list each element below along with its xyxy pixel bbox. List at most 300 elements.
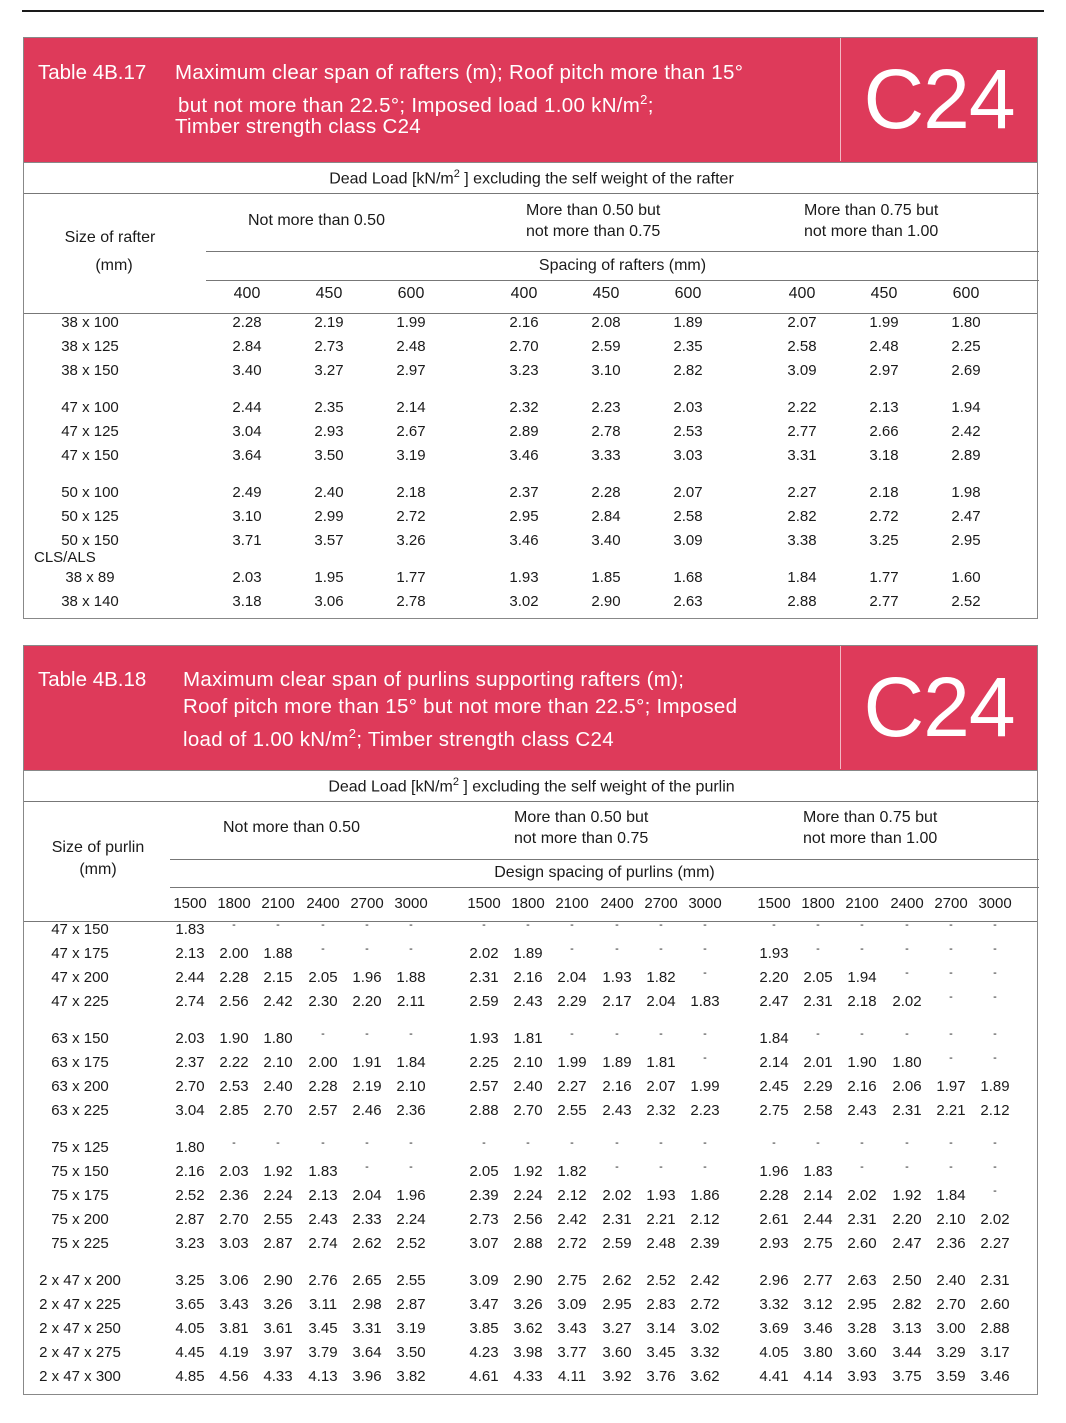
table-row <box>24 1209 1037 1233</box>
purlin-size: 75 x 225 <box>51 1235 109 1252</box>
span-value: 1.81 <box>646 1054 676 1071</box>
span-value: 2.43 <box>602 1102 632 1119</box>
span-value: 2.18 <box>869 484 899 501</box>
span-value: 4.61 <box>469 1368 499 1385</box>
span-value: 2.87 <box>396 1296 426 1313</box>
span-value: 3.18 <box>869 447 899 464</box>
span-value: 2.70 <box>509 338 539 355</box>
span-value: 2.72 <box>557 1235 587 1252</box>
purlin-size: 63 x 175 <box>51 1054 109 1071</box>
span-value: 2.14 <box>396 399 426 416</box>
span-value: 2.31 <box>980 1272 1010 1289</box>
span-value: 2.03 <box>219 1163 249 1180</box>
not-applicable-dash: - <box>482 1137 486 1149</box>
span-value: 3.75 <box>892 1368 922 1385</box>
span-value: 4.45 <box>175 1344 205 1361</box>
group-label-2a: More than 0.50 but <box>526 202 661 219</box>
span-value: 2.87 <box>175 1211 205 1228</box>
spacing-header: 1800 <box>801 895 835 912</box>
span-value: 2.88 <box>469 1102 499 1119</box>
not-applicable-dash: - <box>703 967 707 979</box>
span-value: 2.73 <box>314 338 344 355</box>
span-value: 2.04 <box>557 969 587 986</box>
spacing-header: 2100 <box>261 895 295 912</box>
not-applicable-dash: - <box>905 967 909 979</box>
purlin-size: 75 x 175 <box>51 1187 109 1204</box>
span-value: 2.52 <box>951 593 981 610</box>
not-applicable-dash: - <box>993 1185 997 1197</box>
table-banner <box>24 646 1037 771</box>
span-value: 2.84 <box>232 338 262 355</box>
span-value: 1.99 <box>869 314 899 331</box>
span-value: 2.35 <box>314 399 344 416</box>
span-value: 3.62 <box>690 1368 720 1385</box>
not-applicable-dash: - <box>409 919 413 931</box>
span-value: 2.99 <box>314 508 344 525</box>
purlin-size: 47 x 225 <box>51 993 109 1010</box>
purlin-size: 75 x 125 <box>51 1139 109 1156</box>
span-value: 2.43 <box>847 1102 877 1119</box>
span-value: 2.28 <box>232 314 262 331</box>
span-value: 1.90 <box>219 1030 249 1047</box>
span-value: 2.44 <box>232 399 262 416</box>
table-title-line-1: Maximum clear span of purlins supporting rafters (m); <box>183 668 685 691</box>
not-applicable-dash: - <box>703 943 707 955</box>
span-value: 3.60 <box>602 1344 632 1361</box>
span-value: 3.80 <box>803 1344 833 1361</box>
spacing-header: 2100 <box>555 895 589 912</box>
span-value: 2.90 <box>591 593 621 610</box>
rafter-size: 47 x 125 <box>61 423 119 440</box>
span-value: 2.49 <box>232 484 262 501</box>
span-value: 1.84 <box>396 1054 426 1071</box>
span-value: 2.06 <box>892 1078 922 1095</box>
span-value: 2.31 <box>892 1102 922 1119</box>
span-value: 3.79 <box>308 1344 338 1361</box>
spacing-header: 1800 <box>217 895 251 912</box>
not-applicable-dash: - <box>949 1028 953 1040</box>
span-value: 3.77 <box>557 1344 587 1361</box>
table-header <box>24 771 1037 922</box>
span-value: 3.97 <box>263 1344 293 1361</box>
group-label-3b: not more than 1.00 <box>804 223 939 240</box>
span-value: 2.72 <box>396 508 426 525</box>
not-applicable-dash: - <box>993 991 997 1003</box>
rafter-size: 38 x 89 <box>65 569 115 586</box>
span-value: 2.75 <box>557 1272 587 1289</box>
span-value: 2.59 <box>469 993 499 1010</box>
table-row <box>24 1233 1037 1257</box>
not-applicable-dash: - <box>232 919 236 931</box>
not-applicable-dash: - <box>905 919 909 931</box>
span-value: 3.10 <box>591 362 621 379</box>
not-applicable-dash: - <box>659 943 663 955</box>
span-value: 3.26 <box>396 532 426 549</box>
table-row <box>24 1137 1037 1161</box>
span-value: 2.18 <box>396 484 426 501</box>
not-applicable-dash: - <box>860 943 864 955</box>
not-applicable-dash: - <box>409 1137 413 1149</box>
span-value: 3.46 <box>980 1368 1010 1385</box>
span-value: 3.25 <box>869 532 899 549</box>
span-value: 3.19 <box>396 1320 426 1337</box>
table-row <box>24 1185 1037 1209</box>
span-value: 2.28 <box>591 484 621 501</box>
group-label-2b: not more than 0.75 <box>526 223 661 240</box>
span-value: 2.11 <box>396 993 426 1010</box>
span-value: 2.16 <box>175 1163 205 1180</box>
span-value: 2.28 <box>759 1187 789 1204</box>
size-unit-label: (mm) <box>95 257 133 274</box>
span-value: 2.23 <box>690 1102 720 1119</box>
span-value: 2.53 <box>673 423 703 440</box>
span-value: 2.13 <box>869 399 899 416</box>
not-applicable-dash: - <box>365 1137 369 1149</box>
span-value: 3.65 <box>175 1296 205 1313</box>
table-row <box>24 1161 1037 1185</box>
span-value: 1.85 <box>591 569 621 586</box>
span-value: 4.33 <box>263 1368 293 1385</box>
spacing-header: 450 <box>315 285 343 302</box>
span-value: 2.02 <box>892 993 922 1010</box>
spacing-header: 1500 <box>757 895 791 912</box>
not-applicable-dash: - <box>993 967 997 979</box>
span-value: 2.53 <box>219 1078 249 1095</box>
span-value: 2.59 <box>602 1235 632 1252</box>
span-value: 4.85 <box>175 1368 205 1385</box>
span-value: 2.25 <box>469 1054 499 1071</box>
span-value: 2.82 <box>787 508 817 525</box>
span-value: 3.06 <box>219 1272 249 1289</box>
span-value: 2.31 <box>803 993 833 1010</box>
group-label-2a: More than 0.50 but <box>514 809 649 826</box>
span-value: 1.82 <box>646 969 676 986</box>
spacing-header: 400 <box>233 285 261 302</box>
table-number: Table 4B.17 <box>38 61 147 84</box>
not-applicable-dash: - <box>816 943 820 955</box>
span-value: 3.26 <box>263 1296 293 1313</box>
spacing-header: 600 <box>952 285 980 302</box>
span-value: 3.07 <box>469 1235 499 1252</box>
span-value: 2.31 <box>847 1211 877 1228</box>
span-value: 1.88 <box>263 945 293 962</box>
rafter-size: 38 x 125 <box>61 338 119 355</box>
spacing-header: 2700 <box>350 895 384 912</box>
spacing-header: 2700 <box>934 895 968 912</box>
span-value: 2.25 <box>951 338 981 355</box>
not-applicable-dash: - <box>570 919 574 931</box>
spacing-header: 2400 <box>890 895 924 912</box>
span-value: 1.97 <box>936 1078 966 1095</box>
span-value: 2.42 <box>557 1211 587 1228</box>
span-value: 3.50 <box>396 1344 426 1361</box>
purlin-size: 47 x 150 <box>51 921 109 938</box>
span-value: 4.56 <box>219 1368 249 1385</box>
spacing-label: Spacing of rafters (mm) <box>538 257 707 274</box>
span-value: 2.55 <box>263 1211 293 1228</box>
span-value: 2.90 <box>263 1272 293 1289</box>
not-applicable-dash: - <box>949 919 953 931</box>
not-applicable-dash: - <box>659 1137 663 1149</box>
not-applicable-dash: - <box>232 1137 236 1149</box>
span-value: 4.14 <box>803 1368 833 1385</box>
span-value: 2.88 <box>513 1235 543 1252</box>
span-value: 2.32 <box>646 1102 676 1119</box>
span-value: 2.66 <box>869 423 899 440</box>
table-row <box>24 482 1037 506</box>
span-value: 1.77 <box>869 569 899 586</box>
span-value: 3.93 <box>847 1368 877 1385</box>
table-row <box>24 991 1037 1015</box>
span-value: 4.05 <box>759 1344 789 1361</box>
span-value: 3.62 <box>513 1320 543 1337</box>
span-value: 2.01 <box>803 1054 833 1071</box>
span-value: 2.63 <box>673 593 703 610</box>
span-value: 2.03 <box>673 399 703 416</box>
group-label-3a: More than 0.75 but <box>803 809 938 826</box>
span-value: 2.18 <box>847 993 877 1010</box>
span-value: 2.83 <box>646 1296 676 1313</box>
not-applicable-dash: - <box>905 943 909 955</box>
span-value: 1.95 <box>314 569 344 586</box>
spacing-header: 1800 <box>511 895 545 912</box>
not-applicable-dash: - <box>570 1137 574 1149</box>
span-value: 2.85 <box>219 1102 249 1119</box>
span-value: 1.89 <box>513 945 543 962</box>
span-value: 1.98 <box>951 484 981 501</box>
not-applicable-dash: - <box>816 919 820 931</box>
spacing-header: 450 <box>592 285 620 302</box>
span-value: 2.07 <box>673 484 703 501</box>
span-value: 3.46 <box>509 532 539 549</box>
span-value: 2.75 <box>759 1102 789 1119</box>
span-value: 3.38 <box>787 532 817 549</box>
span-value: 1.80 <box>951 314 981 331</box>
not-applicable-dash: - <box>276 1137 280 1149</box>
table-row <box>24 336 1037 360</box>
purlin-size: 47 x 200 <box>51 969 109 986</box>
span-value: 3.02 <box>690 1320 720 1337</box>
not-applicable-dash: - <box>659 919 663 931</box>
span-value: 3.23 <box>509 362 539 379</box>
span-value: 2.29 <box>557 993 587 1010</box>
purlin-size: 63 x 200 <box>51 1078 109 1095</box>
span-value: 2.27 <box>787 484 817 501</box>
rafter-size: 50 x 150 <box>61 532 119 549</box>
table-title-line-3: Timber strength class C24 <box>175 115 421 138</box>
span-value: 3.09 <box>469 1272 499 1289</box>
table-row <box>24 567 1037 591</box>
span-value: 2.22 <box>219 1054 249 1071</box>
span-value: 2.97 <box>396 362 426 379</box>
span-value: 1.89 <box>602 1054 632 1071</box>
span-value: 3.45 <box>646 1344 676 1361</box>
purlin-size: 2 x 47 x 225 <box>39 1296 121 1313</box>
table-row <box>24 421 1037 445</box>
span-value: 2.77 <box>787 423 817 440</box>
table-banner <box>24 38 1037 163</box>
span-value: 2.98 <box>352 1296 382 1313</box>
span-value: 2.84 <box>591 508 621 525</box>
span-value: 2.44 <box>175 969 205 986</box>
not-applicable-dash: - <box>615 1028 619 1040</box>
span-value: 2.55 <box>557 1102 587 1119</box>
span-value: 4.41 <box>759 1368 789 1385</box>
span-value: 2.76 <box>308 1272 338 1289</box>
span-value: 3.06 <box>314 593 344 610</box>
span-value: 1.86 <box>690 1187 720 1204</box>
not-applicable-dash: - <box>365 1161 369 1173</box>
span-value: 3.29 <box>936 1344 966 1361</box>
span-value: 4.13 <box>308 1368 338 1385</box>
span-value: 2.04 <box>352 1187 382 1204</box>
span-value: 3.61 <box>263 1320 293 1337</box>
span-value: 2.13 <box>308 1187 338 1204</box>
span-value: 2.12 <box>557 1187 587 1204</box>
span-value: 2.35 <box>673 338 703 355</box>
not-applicable-dash: - <box>949 991 953 1003</box>
span-value: 3.09 <box>787 362 817 379</box>
span-value: 2.27 <box>980 1235 1010 1252</box>
span-value: 3.13 <box>892 1320 922 1337</box>
span-value: 2.60 <box>980 1296 1010 1313</box>
span-value: 3.43 <box>219 1296 249 1313</box>
span-value: 2.13 <box>175 945 205 962</box>
span-value: 2.48 <box>646 1235 676 1252</box>
span-value: 2.40 <box>936 1272 966 1289</box>
span-value: 2.50 <box>892 1272 922 1289</box>
purlin-size: 63 x 225 <box>51 1102 109 1119</box>
span-value: 1.83 <box>175 921 205 938</box>
not-applicable-dash: - <box>365 943 369 955</box>
span-value: 3.11 <box>308 1296 338 1313</box>
span-value: 2.40 <box>513 1078 543 1095</box>
span-value: 4.05 <box>175 1320 205 1337</box>
table-row <box>24 1076 1037 1100</box>
span-value: 1.84 <box>787 569 817 586</box>
table-number: Table 4B.18 <box>38 668 147 691</box>
span-value: 3.19 <box>396 447 426 464</box>
span-value: 1.94 <box>951 399 981 416</box>
span-value: 2.61 <box>759 1211 789 1228</box>
size-label: Size of rafter <box>64 229 156 246</box>
span-value: 2.05 <box>308 969 338 986</box>
table-row <box>24 1052 1037 1076</box>
span-value: 1.92 <box>263 1163 293 1180</box>
not-applicable-dash: - <box>860 1161 864 1173</box>
not-applicable-dash: - <box>615 943 619 955</box>
span-value: 2.72 <box>869 508 899 525</box>
span-value: 3.45 <box>308 1320 338 1337</box>
span-value: 1.83 <box>803 1163 833 1180</box>
span-value: 2.39 <box>469 1187 499 1204</box>
not-applicable-dash: - <box>615 1161 619 1173</box>
span-value: 2.82 <box>892 1296 922 1313</box>
span-value: 1.96 <box>759 1163 789 1180</box>
span-value: 2.48 <box>869 338 899 355</box>
size-unit-label: (mm) <box>79 861 117 878</box>
span-value: 2.28 <box>308 1078 338 1095</box>
not-applicable-dash: - <box>409 943 413 955</box>
span-value: 2.29 <box>803 1078 833 1095</box>
span-value: 2.07 <box>787 314 817 331</box>
group-label-1: Not more than 0.50 <box>248 212 385 229</box>
span-value: 2.56 <box>219 993 249 1010</box>
not-applicable-dash: - <box>949 967 953 979</box>
span-value: 1.84 <box>936 1187 966 1204</box>
table-row <box>24 591 1037 615</box>
strength-class-badge: C24 <box>840 38 1037 161</box>
table-row <box>24 943 1037 967</box>
span-value: 2.69 <box>951 362 981 379</box>
span-value: 2.58 <box>673 508 703 525</box>
span-value: 1.99 <box>690 1078 720 1095</box>
span-value: 2.95 <box>509 508 539 525</box>
span-value: 2.33 <box>352 1211 382 1228</box>
not-applicable-dash: - <box>772 919 776 931</box>
span-value: 2.32 <box>509 399 539 416</box>
span-value: 2.37 <box>175 1054 205 1071</box>
span-value: 3.10 <box>232 508 262 525</box>
not-applicable-dash: - <box>659 1161 663 1173</box>
not-applicable-dash: - <box>816 1028 820 1040</box>
span-value: 2.46 <box>352 1102 382 1119</box>
not-applicable-dash: - <box>816 1137 820 1149</box>
span-value: 2.42 <box>951 423 981 440</box>
not-applicable-dash: - <box>993 943 997 955</box>
table-row <box>24 967 1037 991</box>
span-value: 2.55 <box>396 1272 426 1289</box>
span-value: 1.93 <box>646 1187 676 1204</box>
spacing-header: 1500 <box>467 895 501 912</box>
span-value: 2.89 <box>509 423 539 440</box>
size-label: Size of purlin <box>51 839 145 856</box>
not-applicable-dash: - <box>860 919 864 931</box>
not-applicable-dash: - <box>570 1028 574 1040</box>
span-value: 1.94 <box>847 969 877 986</box>
span-value: 2.36 <box>219 1187 249 1204</box>
table-row <box>24 1318 1037 1342</box>
purlin-size: 75 x 150 <box>51 1163 109 1180</box>
span-value: 1.83 <box>308 1163 338 1180</box>
not-applicable-dash: - <box>949 943 953 955</box>
span-value: 4.11 <box>557 1368 587 1385</box>
span-value: 2.10 <box>396 1078 426 1095</box>
span-value: 2.24 <box>396 1211 426 1228</box>
span-value: 2.47 <box>892 1235 922 1252</box>
not-applicable-dash: - <box>659 1028 663 1040</box>
table-row <box>24 1028 1037 1052</box>
table-title-line-3: load of 1.00 $kN/m^2$; Timber strength class C24 <box>183 726 614 751</box>
span-value: 1.93 <box>602 969 632 986</box>
span-value: 2.87 <box>263 1235 293 1252</box>
table-row <box>24 397 1037 421</box>
dead-load-header: Dead Load [$kN/m^2$ ] excluding the self weight of the rafter <box>329 168 734 188</box>
rafter-size: 50 x 100 <box>61 484 119 501</box>
span-value: 2.70 <box>513 1102 543 1119</box>
not-applicable-dash: - <box>321 919 325 931</box>
span-value: 2.70 <box>936 1296 966 1313</box>
span-value: 1.89 <box>980 1078 1010 1095</box>
span-value: 3.40 <box>232 362 262 379</box>
span-value: 2.16 <box>513 969 543 986</box>
not-applicable-dash: - <box>365 1028 369 1040</box>
span-value: 2.73 <box>469 1211 499 1228</box>
span-value: 2.88 <box>980 1320 1010 1337</box>
spacing-header: 3000 <box>394 895 428 912</box>
span-value: 4.19 <box>219 1344 249 1361</box>
span-value: 3.46 <box>509 447 539 464</box>
